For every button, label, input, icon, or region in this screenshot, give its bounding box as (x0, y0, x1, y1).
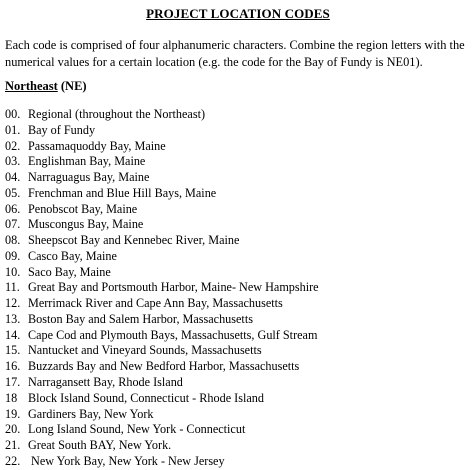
code-number: 22. (5, 453, 21, 468)
code-location: Casco Bay, Maine (28, 248, 117, 263)
code-number: 15. (5, 343, 21, 358)
section-heading (5, 78, 87, 94)
code-number: 08. (5, 233, 21, 248)
code-number: 18 (5, 390, 18, 405)
code-location: Saco Bay, Maine (28, 264, 111, 279)
code-location: Long Island Sound, New York - Connecticut (28, 422, 246, 437)
list-item (5, 312, 475, 328)
list-item (5, 154, 475, 170)
code-number: 14. (5, 327, 21, 342)
list-item (5, 186, 475, 202)
list-item (5, 391, 475, 407)
list-item (5, 375, 475, 391)
code-location: Great South BAY, New York. (28, 438, 172, 453)
code-location: Frenchman and Blue Hill Bays, Maine (28, 185, 217, 200)
list-item (5, 280, 475, 296)
list-item (5, 265, 475, 281)
list-item (5, 107, 475, 123)
list-item (5, 217, 475, 233)
code-location: Englishman Bay, Maine (28, 154, 146, 169)
list-item (5, 170, 475, 186)
section-name: Northeast (5, 79, 58, 93)
code-location: Narraguagus Bay, Maine (28, 170, 150, 185)
code-number: 10. (5, 264, 21, 279)
list-item (5, 438, 475, 454)
code-location: Nantucket and Vineyard Sounds, Massachusetts (28, 343, 262, 358)
location-code-list (5, 107, 475, 470)
section-abbrev: (NE) (57, 79, 87, 93)
code-number: 03. (5, 154, 21, 169)
code-location: Merrimack River and Cape Ann Bay, Massachusetts (28, 296, 283, 311)
list-item (5, 359, 475, 375)
code-location: Regional (throughout the Northeast) (28, 107, 206, 121)
code-number: 21. (5, 438, 21, 453)
code-location: Passamaquoddy Bay, Maine (28, 138, 166, 153)
code-number: 16. (5, 359, 21, 374)
code-location: Penobscot Bay, Maine (28, 201, 138, 216)
code-location: Great Bay and Portsmouth Harbor, Maine- New Hampshire (28, 280, 319, 295)
code-number: 17. (5, 375, 21, 390)
code-number: 20. (5, 422, 21, 437)
code-number: 19. (5, 406, 21, 421)
list-item (5, 233, 475, 249)
intro-paragraph (5, 37, 475, 70)
list-item (5, 202, 475, 218)
code-number: 12. (5, 296, 21, 311)
code-number: 02. (5, 138, 21, 153)
list-item (5, 343, 475, 359)
intro-line-1: Each code is comprised of four alphanumeric characters. Combine the region letters with the (5, 38, 465, 52)
list-item (5, 328, 475, 344)
list-item (5, 139, 475, 155)
list-item (5, 407, 475, 423)
code-location: Cape Cod and Plymouth Bays, Massachusetts, Gulf Stream (28, 327, 318, 342)
list-item (5, 296, 475, 312)
list-item (5, 249, 475, 265)
code-location: Gardiners Bay, New York (28, 406, 154, 421)
code-number: 01. (5, 122, 21, 137)
page-title: PROJECT LOCATION CODES (146, 6, 330, 21)
code-location: New York Bay, New York - New Jersey (28, 453, 225, 468)
code-location: Buzzards Bay and New Bedford Harbor, Massachusetts (28, 359, 300, 374)
code-location: Muscongus Bay, Maine (28, 217, 144, 232)
code-number: 04. (5, 170, 21, 185)
code-location: Block Island Sound, Connecticut - Rhode Island (28, 390, 264, 405)
code-number: 05. (5, 185, 21, 200)
code-location: Sheepscot Bay and Kennebec River, Maine (28, 233, 240, 248)
code-location: Bay of Fundy (28, 122, 96, 137)
code-number: 09. (5, 248, 21, 263)
code-number: 06. (5, 201, 21, 216)
code-number: 00. (5, 107, 21, 121)
intro-line-2: numerical values for a certain location (e.g. the code for the Bay of Fundy is NE01). (5, 54, 423, 69)
list-item (5, 422, 475, 438)
code-location: Narragansett Bay, Rhode Island (28, 375, 183, 390)
code-number: 11. (5, 280, 20, 295)
list-item (5, 123, 475, 139)
code-location: Boston Bay and Salem Harbor, Massachusetts (28, 311, 253, 326)
code-number: 07. (5, 217, 21, 232)
list-item (5, 454, 475, 470)
code-number: 13. (5, 311, 21, 326)
